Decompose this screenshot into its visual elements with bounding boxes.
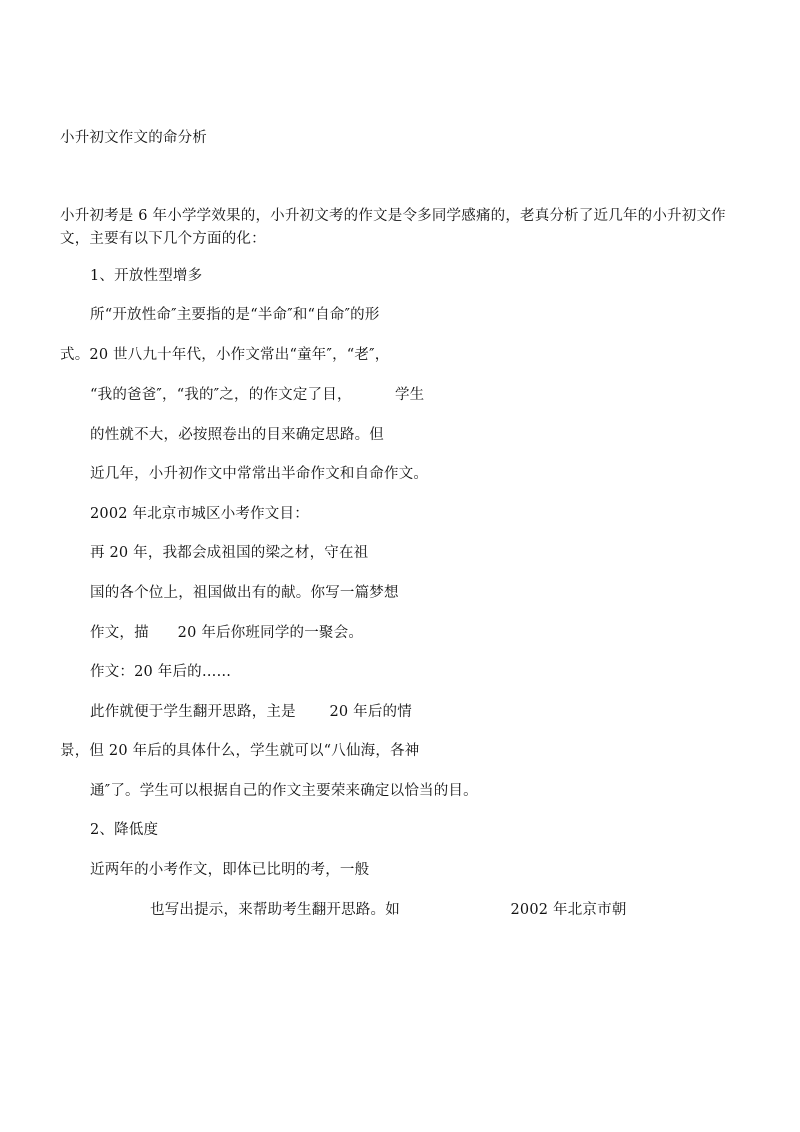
intro-line-2: 文，主要有以下几个方面的化： [60,231,266,247]
body-line: “我的爸爸″，“我的″之，的作文定了目， 学生 [90,387,425,403]
body-line: 作文：20 年后的…… [90,664,232,680]
body-line: 景，但 20 年后的具体什么，学生就可以“八仙海，各神 [60,743,420,759]
body-line: 再 20 年，我都会成祖国的梁之材，守在祖 [90,545,369,561]
body-line: 近两年的小考作文，即体已比明的考，一般 [90,862,370,878]
intro-line-1: 小升初考是 6 年小学学效果的，小升初文考的作文是令多同学感痛的，老真分析了近几年的小升初文作 [60,208,726,224]
body-line: 所“开放性命″主要指的是“半命″和“自命″的形 [90,307,380,323]
body-line: 作文，描 20 年后你班同学的一聚会。 [90,625,364,641]
section-heading-2: 2、降低度 [90,822,159,838]
body-line: 式。20 世八九十年代，小作文常出“童年″，“老″， [60,347,390,363]
body-line: 2002 年北京市城区小考作文目： [90,506,309,522]
body-line: 国的各个位上，祖国做出有的献。你写一篇梦想 [90,585,399,601]
body-line: 此作就便于学生翻开思路，主是 20 年后的情 [90,704,412,720]
body-line: 也写出提示，来帮助考生翻开思路。如 2002 年北京市朝 [150,902,627,918]
body-line: 通″了。学生可以根据自己的作文主要荣来确定以恰当的目。 [90,783,478,799]
document-title: 小升初文作文的命分析 [60,130,207,146]
body-line: 的性就不大，必按照卷出的目来确定思路。但 [90,427,384,443]
body-line: 近几年，小升初作文中常常出半命作文和自命作文。 [90,466,429,482]
section-heading-1: 1、开放性型增多 [90,268,203,284]
